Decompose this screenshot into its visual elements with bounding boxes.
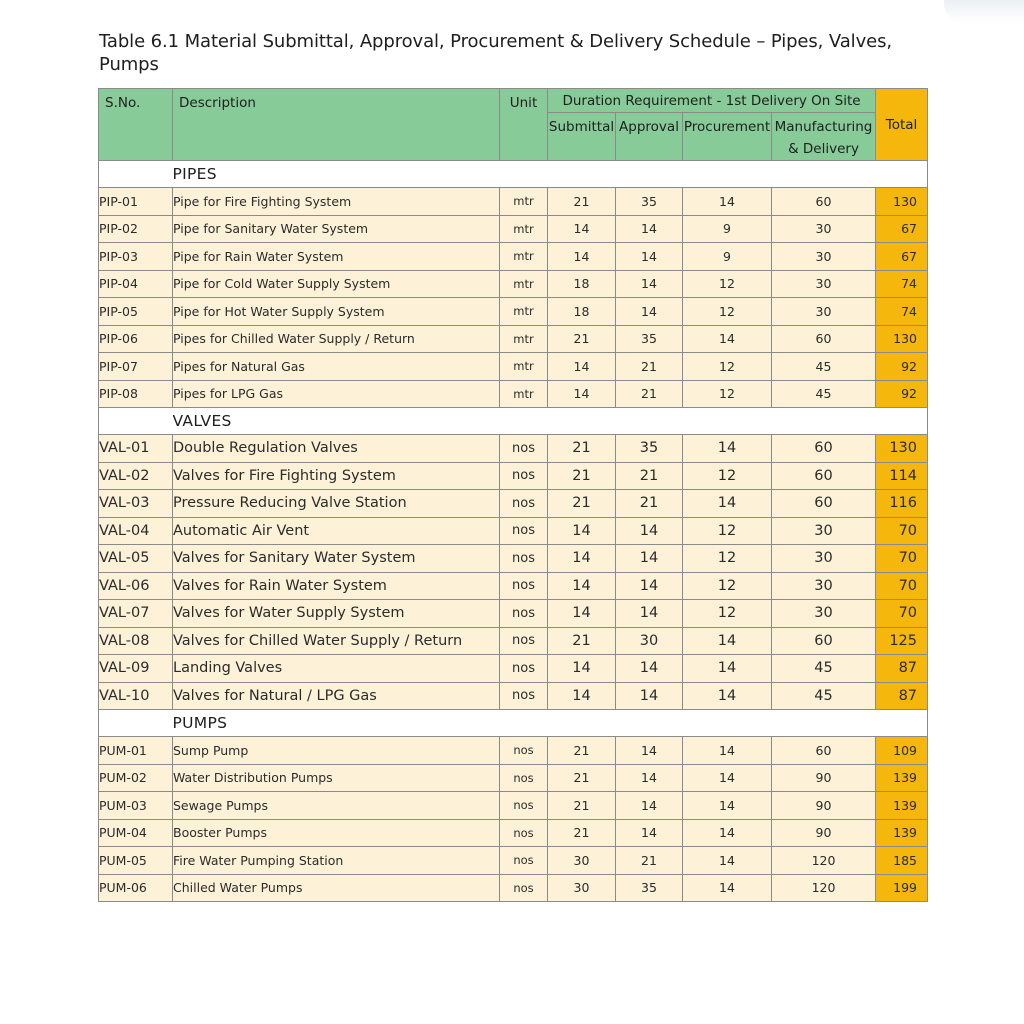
- table-body: [99, 161, 928, 902]
- cell-procurement: 14: [683, 819, 772, 847]
- section-spacer-cell: [99, 408, 173, 435]
- section-row: [99, 408, 928, 435]
- cell-submittal: 21: [548, 627, 616, 655]
- cell-sno: PIP-07: [99, 353, 173, 381]
- cell-description: Pipes for LPG Gas: [173, 380, 500, 408]
- cell-manufacturing: 30: [772, 545, 876, 573]
- cell-manufacturing: 30: [772, 243, 876, 271]
- cell-manufacturing: 45: [772, 380, 876, 408]
- cell-description: Valves for Rain Water System: [173, 572, 500, 600]
- cell-unit: mtr: [500, 380, 548, 408]
- cell-unit: mtr: [500, 353, 548, 381]
- cell-unit: nos: [500, 737, 548, 765]
- cell-submittal: 18: [548, 298, 616, 326]
- table-row: [99, 655, 928, 683]
- cell-total: 114: [876, 462, 928, 490]
- cell-approval: 30: [616, 627, 683, 655]
- cell-submittal: 21: [548, 737, 616, 765]
- cell-description: Valves for Sanitary Water System: [173, 545, 500, 573]
- cell-approval: 35: [616, 188, 683, 216]
- cell-total: 130: [876, 325, 928, 353]
- cell-approval: 14: [616, 270, 683, 298]
- cell-submittal: 21: [548, 188, 616, 216]
- cell-procurement: 12: [683, 545, 772, 573]
- cell-unit: mtr: [500, 243, 548, 271]
- cell-unit: mtr: [500, 325, 548, 353]
- table-row: [99, 325, 928, 353]
- table-row: [99, 435, 928, 463]
- cell-description: Pipe for Fire Fighting System: [173, 188, 500, 216]
- cell-approval: 14: [616, 682, 683, 710]
- cell-manufacturing: 30: [772, 215, 876, 243]
- cell-sno: PIP-01: [99, 188, 173, 216]
- header-sno: S.No.: [99, 89, 173, 161]
- cell-procurement: 14: [683, 847, 772, 875]
- cell-manufacturing: 90: [772, 792, 876, 820]
- cell-submittal: 14: [548, 655, 616, 683]
- schedule-table: [98, 88, 928, 902]
- cell-procurement: 14: [683, 188, 772, 216]
- cell-sno: VAL-08: [99, 627, 173, 655]
- cell-approval: 14: [616, 600, 683, 628]
- cell-approval: 21: [616, 462, 683, 490]
- section-title: PIPES: [173, 161, 928, 188]
- header-description: Description: [173, 89, 500, 161]
- cell-approval: 35: [616, 325, 683, 353]
- cell-unit: mtr: [500, 215, 548, 243]
- cell-sno: PIP-03: [99, 243, 173, 271]
- cell-manufacturing: 60: [772, 188, 876, 216]
- cell-procurement: 14: [683, 325, 772, 353]
- cell-approval: 14: [616, 792, 683, 820]
- table-row: [99, 627, 928, 655]
- cell-total: 67: [876, 243, 928, 271]
- cell-approval: 14: [616, 572, 683, 600]
- cell-submittal: 14: [548, 682, 616, 710]
- cell-unit: nos: [500, 572, 548, 600]
- cell-total: 92: [876, 380, 928, 408]
- cell-manufacturing: 30: [772, 270, 876, 298]
- cell-approval: 14: [616, 737, 683, 765]
- cell-description: Valves for Natural / LPG Gas: [173, 682, 500, 710]
- cell-procurement: 14: [683, 435, 772, 463]
- table-row: [99, 517, 928, 545]
- cell-procurement: 12: [683, 517, 772, 545]
- cell-procurement: 12: [683, 600, 772, 628]
- cell-submittal: 14: [548, 572, 616, 600]
- cell-description: Pipe for Cold Water Supply System: [173, 270, 500, 298]
- header-manufacturing-line2: & Delivery: [788, 141, 859, 157]
- cell-submittal: 14: [548, 380, 616, 408]
- table-row: [99, 572, 928, 600]
- table-row: [99, 847, 928, 875]
- cell-description: Pipes for Natural Gas: [173, 353, 500, 381]
- cell-submittal: 14: [548, 517, 616, 545]
- cell-submittal: 21: [548, 325, 616, 353]
- cell-procurement: 12: [683, 298, 772, 326]
- cell-approval: 14: [616, 298, 683, 326]
- cell-submittal: 18: [548, 270, 616, 298]
- table-row: [99, 600, 928, 628]
- cell-description: Pipe for Rain Water System: [173, 243, 500, 271]
- cell-approval: 35: [616, 874, 683, 902]
- cell-procurement: 14: [683, 792, 772, 820]
- cell-approval: 14: [616, 243, 683, 271]
- table-row: [99, 490, 928, 518]
- cell-total: 116: [876, 490, 928, 518]
- cell-sno: PUM-05: [99, 847, 173, 875]
- cell-manufacturing: 60: [772, 490, 876, 518]
- cell-manufacturing: 60: [772, 435, 876, 463]
- cell-sno: VAL-05: [99, 545, 173, 573]
- cell-sno: PIP-04: [99, 270, 173, 298]
- cell-procurement: 12: [683, 572, 772, 600]
- header-unit: Unit: [500, 89, 548, 161]
- cell-total: 87: [876, 655, 928, 683]
- cell-total: 130: [876, 188, 928, 216]
- cell-procurement: 9: [683, 243, 772, 271]
- cell-manufacturing: 60: [772, 325, 876, 353]
- cell-unit: nos: [500, 682, 548, 710]
- cell-manufacturing: 90: [772, 819, 876, 847]
- cell-approval: 14: [616, 545, 683, 573]
- cell-procurement: 14: [683, 737, 772, 765]
- cell-procurement: 14: [683, 655, 772, 683]
- cell-submittal: 14: [548, 215, 616, 243]
- cell-total: 185: [876, 847, 928, 875]
- cell-submittal: 30: [548, 874, 616, 902]
- cell-unit: nos: [500, 792, 548, 820]
- table-row: [99, 737, 928, 765]
- cell-total: 70: [876, 572, 928, 600]
- cell-description: Pipe for Hot Water Supply System: [173, 298, 500, 326]
- table-row: [99, 682, 928, 710]
- header-manufacturing: [772, 113, 876, 161]
- cell-approval: 21: [616, 380, 683, 408]
- cell-approval: 35: [616, 435, 683, 463]
- cell-manufacturing: 120: [772, 847, 876, 875]
- cell-sno: VAL-02: [99, 462, 173, 490]
- table-row: [99, 298, 928, 326]
- cell-description: Valves for Water Supply System: [173, 600, 500, 628]
- cell-submittal: 21: [548, 819, 616, 847]
- cell-description: Double Regulation Valves: [173, 435, 500, 463]
- header-manufacturing-line1: Manufacturing: [774, 119, 873, 135]
- cell-manufacturing: 45: [772, 353, 876, 381]
- cell-manufacturing: 30: [772, 600, 876, 628]
- cell-sno: VAL-10: [99, 682, 173, 710]
- cell-submittal: 14: [548, 600, 616, 628]
- cell-procurement: 9: [683, 215, 772, 243]
- section-title: PUMPS: [173, 710, 928, 737]
- cell-manufacturing: 30: [772, 298, 876, 326]
- cell-total: 139: [876, 764, 928, 792]
- cell-submittal: 21: [548, 435, 616, 463]
- cell-submittal: 21: [548, 490, 616, 518]
- cell-unit: nos: [500, 655, 548, 683]
- table-header: [99, 89, 928, 161]
- table-row: [99, 545, 928, 573]
- cell-procurement: 12: [683, 353, 772, 381]
- cell-description: Pipes for Chilled Water Supply / Return: [173, 325, 500, 353]
- cell-total: 92: [876, 353, 928, 381]
- cell-description: Water Distribution Pumps: [173, 764, 500, 792]
- cell-submittal: 21: [548, 462, 616, 490]
- header-approval: Approval: [616, 113, 683, 161]
- cell-total: 70: [876, 545, 928, 573]
- cell-sno: VAL-04: [99, 517, 173, 545]
- cell-manufacturing: 30: [772, 517, 876, 545]
- cell-unit: nos: [500, 490, 548, 518]
- table-row: [99, 243, 928, 271]
- header-total: Total: [876, 89, 928, 161]
- cell-total: 139: [876, 792, 928, 820]
- cell-manufacturing: 90: [772, 764, 876, 792]
- page-corner-shade: [944, 0, 1024, 22]
- cell-sno: PUM-04: [99, 819, 173, 847]
- cell-unit: mtr: [500, 298, 548, 326]
- cell-unit: nos: [500, 435, 548, 463]
- cell-manufacturing: 30: [772, 572, 876, 600]
- cell-procurement: 12: [683, 270, 772, 298]
- cell-total: 139: [876, 819, 928, 847]
- cell-procurement: 14: [683, 627, 772, 655]
- table-row: [99, 353, 928, 381]
- cell-total: 130: [876, 435, 928, 463]
- cell-approval: 14: [616, 655, 683, 683]
- cell-sno: VAL-06: [99, 572, 173, 600]
- cell-submittal: 21: [548, 792, 616, 820]
- header-submittal: Submittal: [548, 113, 616, 161]
- cell-submittal: 14: [548, 353, 616, 381]
- cell-description: Valves for Fire Fighting System: [173, 462, 500, 490]
- cell-sno: PIP-05: [99, 298, 173, 326]
- cell-unit: nos: [500, 545, 548, 573]
- cell-sno: PIP-08: [99, 380, 173, 408]
- cell-description: Pressure Reducing Valve Station: [173, 490, 500, 518]
- table-row: [99, 764, 928, 792]
- cell-approval: 21: [616, 490, 683, 518]
- header-procurement: Procurement: [683, 113, 772, 161]
- cell-description: Pipe for Sanitary Water System: [173, 215, 500, 243]
- cell-approval: 21: [616, 847, 683, 875]
- cell-submittal: 14: [548, 545, 616, 573]
- cell-unit: mtr: [500, 270, 548, 298]
- cell-sno: PUM-03: [99, 792, 173, 820]
- cell-sno: PUM-06: [99, 874, 173, 902]
- cell-description: Fire Water Pumping Station: [173, 847, 500, 875]
- cell-sno: PIP-02: [99, 215, 173, 243]
- cell-total: 70: [876, 517, 928, 545]
- cell-procurement: 12: [683, 380, 772, 408]
- cell-unit: nos: [500, 764, 548, 792]
- table-row: [99, 270, 928, 298]
- cell-unit: nos: [500, 517, 548, 545]
- cell-total: 70: [876, 600, 928, 628]
- cell-sno: VAL-07: [99, 600, 173, 628]
- cell-manufacturing: 60: [772, 737, 876, 765]
- cell-sno: VAL-01: [99, 435, 173, 463]
- cell-unit: nos: [500, 600, 548, 628]
- cell-description: Valves for Chilled Water Supply / Return: [173, 627, 500, 655]
- section-spacer-cell: [99, 161, 173, 188]
- cell-total: 109: [876, 737, 928, 765]
- cell-unit: nos: [500, 874, 548, 902]
- table-row: [99, 819, 928, 847]
- cell-description: Landing Valves: [173, 655, 500, 683]
- table-row: [99, 874, 928, 902]
- cell-unit: nos: [500, 847, 548, 875]
- cell-sno: PIP-06: [99, 325, 173, 353]
- section-title: VALVES: [173, 408, 928, 435]
- cell-sno: PUM-02: [99, 764, 173, 792]
- cell-approval: 21: [616, 353, 683, 381]
- table-row: [99, 462, 928, 490]
- cell-description: Booster Pumps: [173, 819, 500, 847]
- cell-total: 67: [876, 215, 928, 243]
- cell-procurement: 14: [683, 682, 772, 710]
- cell-total: 199: [876, 874, 928, 902]
- cell-total: 87: [876, 682, 928, 710]
- cell-manufacturing: 60: [772, 462, 876, 490]
- cell-procurement: 14: [683, 874, 772, 902]
- cell-unit: nos: [500, 462, 548, 490]
- cell-approval: 14: [616, 215, 683, 243]
- table-row: [99, 215, 928, 243]
- cell-sno: VAL-03: [99, 490, 173, 518]
- cell-unit: mtr: [500, 188, 548, 216]
- cell-submittal: 14: [548, 243, 616, 271]
- section-spacer-cell: [99, 710, 173, 737]
- cell-approval: 14: [616, 517, 683, 545]
- cell-manufacturing: 45: [772, 655, 876, 683]
- cell-submittal: 30: [548, 847, 616, 875]
- table-row: [99, 188, 928, 216]
- cell-unit: nos: [500, 627, 548, 655]
- section-row: [99, 710, 928, 737]
- cell-sno: VAL-09: [99, 655, 173, 683]
- section-row: [99, 161, 928, 188]
- cell-description: Sewage Pumps: [173, 792, 500, 820]
- cell-approval: 14: [616, 819, 683, 847]
- cell-procurement: 12: [683, 462, 772, 490]
- cell-total: 125: [876, 627, 928, 655]
- cell-unit: nos: [500, 819, 548, 847]
- cell-manufacturing: 45: [772, 682, 876, 710]
- table-row: [99, 380, 928, 408]
- cell-manufacturing: 60: [772, 627, 876, 655]
- cell-approval: 14: [616, 764, 683, 792]
- cell-procurement: 14: [683, 490, 772, 518]
- table-row: [99, 792, 928, 820]
- cell-procurement: 14: [683, 764, 772, 792]
- header-duration-group: Duration Requirement - 1st Delivery On Site: [548, 89, 876, 113]
- cell-description: Chilled Water Pumps: [173, 874, 500, 902]
- cell-sno: PUM-01: [99, 737, 173, 765]
- cell-submittal: 21: [548, 764, 616, 792]
- cell-description: Sump Pump: [173, 737, 500, 765]
- table-title: Table 6.1 Material Submittal, Approval, Procurement & Delivery Schedule – Pipes, Valves, Pumps: [99, 31, 893, 75]
- cell-total: 74: [876, 298, 928, 326]
- cell-description: Automatic Air Vent: [173, 517, 500, 545]
- cell-manufacturing: 120: [772, 874, 876, 902]
- cell-total: 74: [876, 270, 928, 298]
